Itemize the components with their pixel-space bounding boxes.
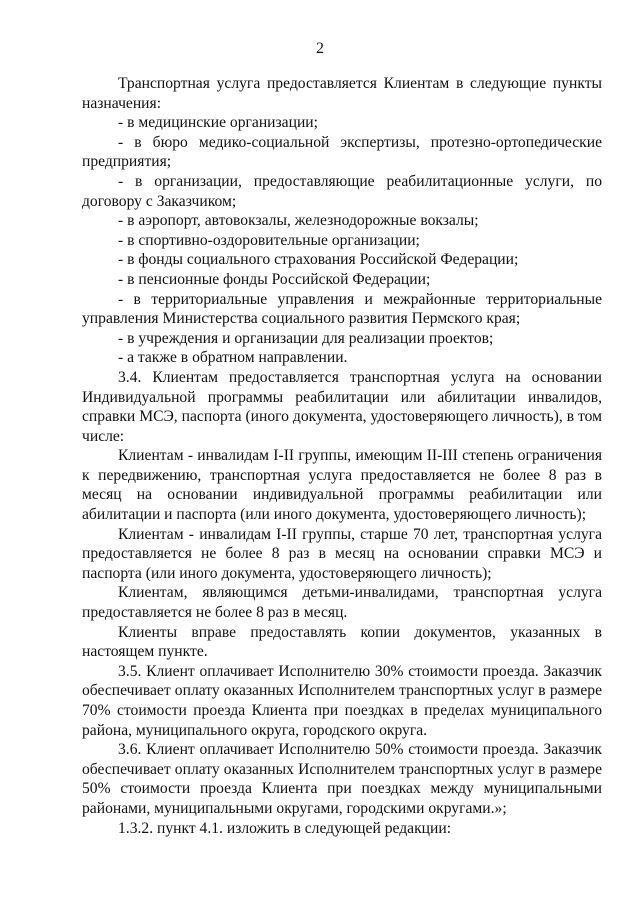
list-item-mse-bureau: - в бюро медико-социальной экспертизы, протезно-ортопедические предприятия; (82, 133, 602, 171)
paragraph-3-5: 3.5. Клиент оплачивает Исполнителю 30% стоимости проезда. Заказчик обеспечивает оплату оказанных Исполнителем транспортных услуг в размере 70% стоимости проезда Клиента при поездках в пределах муниципального района, муниципального округа, городского округа. (82, 662, 602, 739)
list-item-territorial-offices: - в территориальные управления и межрайонные территориальные управления Министерства социального развития Пермского края; (82, 290, 602, 328)
page-number: 2 (316, 40, 324, 57)
list-item-social-insurance: - в фонды социального страхования Российской Федерации; (118, 251, 519, 269)
paragraph-1-3-2: 1.3.2. пункт 4.1. изложить в следующей редакции: (118, 819, 452, 837)
list-item-airport-stations: - в аэропорт, автовокзалы, железнодорожные вокзалы; (118, 212, 479, 230)
paragraph-destinations-intro: Транспортная услуга предоставляется Клиентам в следующие пункты назначения: (82, 75, 602, 112)
paragraph-group-1-2-over-70: Клиентам - инвалидам I-II группы, старше 70 лет, транспортная услуга предоставляется не более 8 раз в месяц на основании справки МСЭ и паспорта (или иного документа, удостоверяющего личность); (82, 525, 602, 582)
list-item-medical: - в медицинские организации; (118, 114, 318, 132)
paragraph-3-4: 3.4. Клиентам предоставляется транспортная услуга на основании Индивидуальной программы реабилитации или абилитации инвалидов, справки МСЭ, паспорта (иного документа, удостоверяющего личность), в том числе: (82, 368, 602, 445)
list-item-return: - а также в обратном направлении. (118, 349, 348, 367)
list-item-sports: - в спортивно-оздоровительные организации; (118, 231, 420, 249)
paragraph-disabled-children: Клиентам, являющимся детьми-инвалидами, транспортная услуга предоставляется не более 8 раз в месяц. (82, 584, 602, 622)
list-item-rehab-organizations: - в организации, предоставляющие реабилитационные услуги, по договору с Заказчиком; (82, 172, 602, 210)
list-item-institutions: - в учреждения и организации для реализации проектов; (118, 329, 494, 347)
document-body (82, 74, 602, 838)
list-item-pension-funds: - в пенсионные фонды Российской Федерации; (118, 270, 431, 288)
paragraph-document-copies: Клиенты вправе предоставлять копии документов, указанных в настоящем пункте. (82, 623, 602, 661)
paragraph-group-1-2-mobility: Клиентам - инвалидам I-II группы, имеющим II-III степень ограничения к передвижению, транспортная услуга предоставляется не более 8 раз в месяц на основании индивидуальной программы реабилитации или абилитации и паспорта (или иного документа, удостоверяющего личность); (82, 447, 602, 524)
paragraph-3-6: 3.6. Клиент оплачивает Исполнителю 50% стоимости проезда. Заказчик обеспечивает оплату оказанных Исполнителем транспортных услуг в размере 50% стоимости проезда Клиента при поездках между муниципальными районами, муниципальными округами, городскими округами.»; (82, 741, 602, 817)
